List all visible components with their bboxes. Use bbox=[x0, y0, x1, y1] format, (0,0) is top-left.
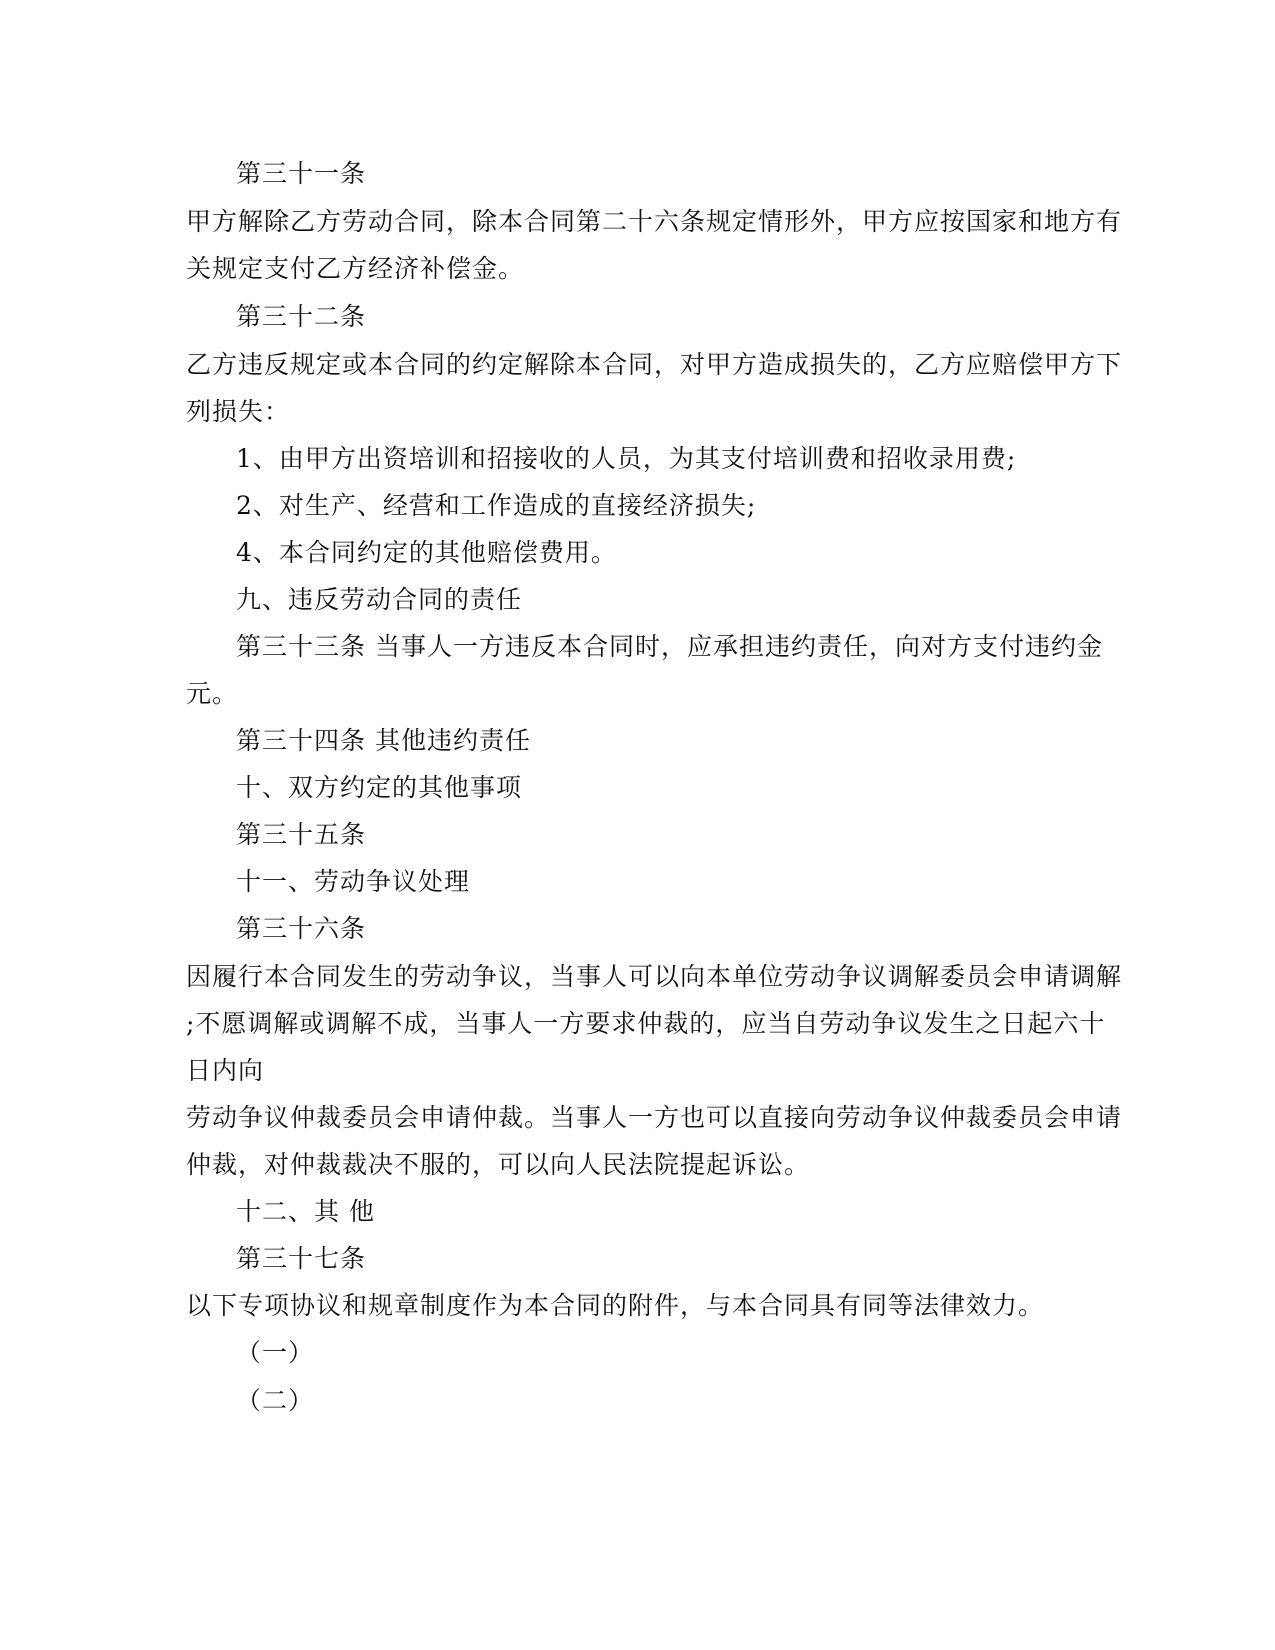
article-31-text-line-1: 甲方解除乙方劳动合同，除本合同第二十六条规定情形外，甲方应按国家和地方有 bbox=[186, 207, 1123, 236]
article-37-heading: 第三十七条 bbox=[236, 1244, 367, 1273]
article-36-text-line-1: 因履行本合同发生的劳动争议，当事人可以向本单位劳动争议调解委员会申请调解 bbox=[186, 962, 1123, 991]
section-10-heading: 十、双方约定的其他事项 bbox=[236, 773, 523, 802]
article-36-text-line-3: 日内向 bbox=[186, 1056, 265, 1085]
article-32-heading: 第三十二条 bbox=[236, 302, 367, 331]
article-34: 第三十四条 其他违约责任 bbox=[236, 726, 531, 755]
article-32-text-line-2: 列损失： bbox=[186, 397, 291, 426]
article-37-text: 以下专项协议和规章制度作为本合同的附件，与本合同具有同等法律效力。 bbox=[186, 1291, 1045, 1320]
article-32-item-1: 1、由甲方出资培训和招接收的人员，为其支付培训费和招收录用费; bbox=[236, 444, 1017, 473]
article-35-heading: 第三十五条 bbox=[236, 820, 367, 849]
article-32-item-2: 2、对生产、经营和工作造成的直接经济损失; bbox=[236, 491, 757, 520]
article-32-item-4: 4、本合同约定的其他赔偿费用。 bbox=[236, 538, 617, 567]
article-33-line-1: 第三十三条 当事人一方违反本合同时，应承担违约责任，向对方支付违约金 bbox=[236, 632, 1103, 661]
appendix-item-1: （一） bbox=[236, 1338, 315, 1367]
appendix-item-2: （二） bbox=[236, 1386, 315, 1415]
section-12-heading: 十二、其 他 bbox=[236, 1197, 375, 1226]
section-9-heading: 九、违反劳动合同的责任 bbox=[236, 585, 523, 614]
article-31-heading: 第三十一条 bbox=[236, 159, 367, 188]
article-31-text-line-2: 关规定支付乙方经济补偿金。 bbox=[186, 254, 525, 283]
article-33-line-2: 元。 bbox=[186, 679, 239, 708]
article-32-text-line-1: 乙方违反规定或本合同的约定解除本合同，对甲方造成损失的，乙方应赔偿甲方下 bbox=[186, 350, 1123, 379]
article-36-text-line-4: 劳动争议仲裁委员会申请仲裁。当事人一方也可以直接向劳动争议仲裁委员会申请 bbox=[186, 1103, 1123, 1132]
article-36-heading: 第三十六条 bbox=[236, 914, 367, 943]
section-11-heading: 十一、劳动争议处理 bbox=[236, 867, 471, 896]
article-36-text-line-5: 仲裁，对仲裁裁决不服的，可以向人民法院提起诉讼。 bbox=[186, 1150, 811, 1179]
article-36-text-line-2: ;不愿调解或调解不成，当事人一方要求仲裁的，应当自劳动争议发生之日起六十 bbox=[186, 1009, 1106, 1038]
